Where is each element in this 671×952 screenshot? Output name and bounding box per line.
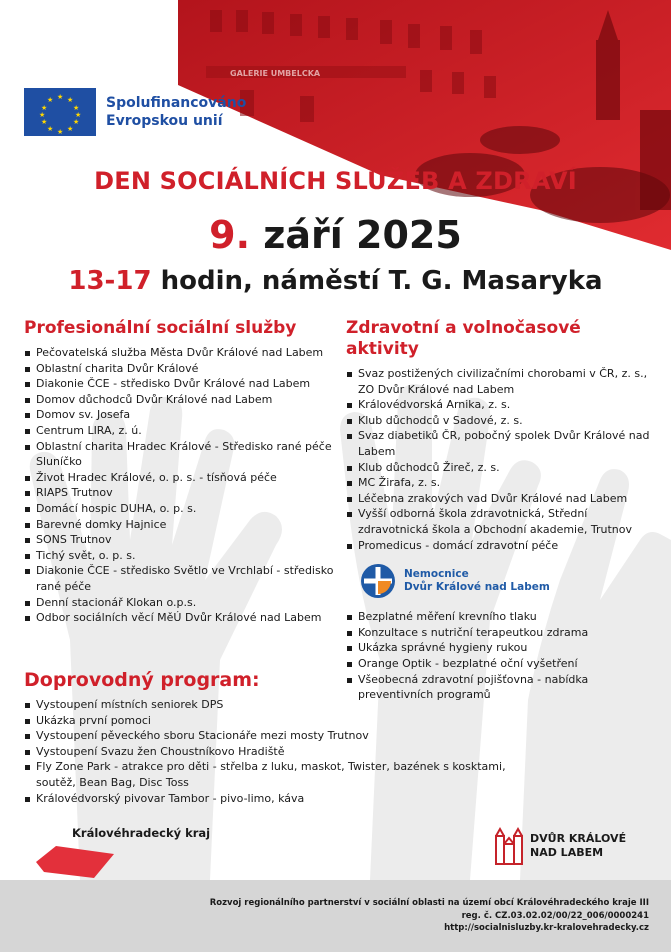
eu-text-line1: Spolufinancováno <box>106 95 247 111</box>
hospital-logo <box>360 563 656 599</box>
event-date-day: 9. <box>209 213 251 257</box>
program-item: Královédvorský pivovar Tambor - pivo-limo, káva <box>24 791 524 807</box>
health-activity-item: MC Žirafa, z. s. <box>346 475 656 491</box>
hospital-activity-item: Bezplatné měření krevního tlaku <box>346 609 656 625</box>
event-time-place <box>0 266 671 296</box>
hospital-activity-item: Všeobecná zdravotní pojišťovna - nabídka preventivních programů <box>346 672 656 703</box>
dk-name-line1: DVŮR KRÁLOVÉ <box>530 832 627 845</box>
event-hours: 13-17 <box>68 266 152 296</box>
hospital-activity-item: Ukázka správné hygieny rukou <box>346 640 656 656</box>
social-service-item: Domácí hospic DUHA, o. p. s. <box>24 501 344 517</box>
footer-reg-number: reg. č. CZ.03.02.02/00/22_006/0000241 <box>461 910 649 921</box>
social-service-item: Život Hradec Králové, o. p. s. - tísňová péče <box>24 470 344 486</box>
social-service-item: Oblastní charita Dvůr Králové <box>24 361 344 377</box>
dvur-kralove-emblem-icon <box>494 826 524 866</box>
social-service-item: Barevné domky Hajnice <box>24 517 344 533</box>
social-service-item: Diakonie ČCE - středisko Dvůr Králové nad Labem <box>24 376 344 392</box>
eu-text-line2: Evropskou unií <box>106 113 223 129</box>
health-activities-section <box>346 318 656 703</box>
khk-name: Královéhradecký kraj <box>72 826 211 840</box>
health-activity-item: Vyšší odborná škola zdravotnická, Střední zdravotnická škola a Obchodní akademie, Trutnov <box>346 506 656 537</box>
event-date <box>0 213 671 257</box>
footer <box>0 880 671 952</box>
program-item: Vystoupení pěveckého sboru Stacionáře mezi mosty Trutnov <box>24 728 524 744</box>
health-activity-item: Klub důchodců v Sadové, z. s. <box>346 413 656 429</box>
health-activity-item: Svaz postižených civilizačními chorobami v ČR, z. s., ZO Dvůr Králové nad Labem <box>346 366 656 397</box>
program-item: Vystoupení místních seniorek DPS <box>24 697 524 713</box>
social-service-item: Pečovatelská služba Města Dvůr Králové nad Labem <box>24 345 344 361</box>
social-service-item: Centrum LIRA, z. ú. <box>24 423 344 439</box>
social-service-item: Denní stacionář Klokan o.p.s. <box>24 595 344 611</box>
social-service-item: Oblastní charita Hradec Králové - Středisko rané péče Sluníčko <box>24 439 344 470</box>
health-activity-item: Královédvorská Arnika, z. s. <box>346 397 656 413</box>
social-service-item: Domov důchodců Dvůr Králové nad Labem <box>24 392 344 408</box>
eu-flag-icon: ★ ★ ★ ★ ★ ★ ★ ★ ★ ★ ★ ★ <box>24 88 96 136</box>
hospital-name-line2: Dvůr Králové nad Labem <box>404 581 550 594</box>
hospital-cross-icon <box>360 563 396 599</box>
program-list <box>24 697 524 806</box>
hospital-activity-item: Konzultace s nutriční terapeutkou zdrama <box>346 625 656 641</box>
khk-emblem-icon <box>34 844 116 880</box>
social-service-item: Diakonie ČCE - středisko Světlo ve Vrchlabí - středisko rané péče <box>24 563 344 594</box>
social-service-item: Domov sv. Josefa <box>24 407 344 423</box>
program-item: Ukázka první pomoci <box>24 713 524 729</box>
dk-name-line2: NAD LABEM <box>530 846 604 859</box>
program-item: Vystoupení Svazu žen Choustníkovo Hradiště <box>24 744 524 760</box>
social-service-item: Tichý svět, o. p. s. <box>24 548 344 564</box>
event-place: hodin, náměstí T. G. Masaryka <box>151 266 603 296</box>
program-item: Fly Zone Park - atrakce pro děti - střelba z luku, maskot, Twister, bazének s kosktami, soutěž, Bean Bag, Disc Toss <box>24 759 524 790</box>
hospital-name-line1: Nemocnice <box>404 568 469 581</box>
health-activities-list <box>346 366 656 553</box>
social-services-heading: Profesionální sociální služby <box>24 318 297 338</box>
health-activity-item: Klub důchodců Žireč, z. s. <box>346 460 656 476</box>
health-activity-item: Léčebna zrakových vad Dvůr Králové nad Labem <box>346 491 656 507</box>
dvur-kralove-logo <box>494 826 626 866</box>
event-date-rest: září 2025 <box>250 213 462 257</box>
building-sign-text: GALERIE UMBELCKA <box>230 69 321 78</box>
program-heading: Doprovodný program: <box>24 669 260 691</box>
health-activity-item: Promedicus - domácí zdravotní péče <box>346 538 656 554</box>
health-activities-heading: Zdravotní a volnočasové aktivity <box>346 318 581 359</box>
social-service-item: RIAPS Trutnov <box>24 485 344 501</box>
event-title: DEN SOCIÁLNÍCH SLUŽEB A ZDRAVÍ <box>94 167 577 195</box>
footer-url: http://socialnisluzby.kr-kralovehradecky.cz <box>444 923 649 933</box>
social-service-item: SONS Trutnov <box>24 532 344 548</box>
accompanying-program-section <box>24 670 524 806</box>
social-services-list <box>24 345 344 626</box>
kralovehradecky-kraj-logo <box>34 826 210 884</box>
eu-cofinancing-logo <box>24 88 246 136</box>
health-activity-item: Svaz diabetiků ČR, pobočný spolek Dvůr Králové nad Labem <box>346 428 656 459</box>
footer-project-name: Rozvoj regionálního partnerství v sociální oblasti na území obcí Královéhradeckého kraje III <box>209 898 649 908</box>
social-services-section <box>24 318 344 626</box>
hospital-activity-item: Orange Optik - bezplatné oční vyšetření <box>346 656 656 672</box>
social-service-item: Odbor sociálních věcí MěÚ Dvůr Králové nad Labem <box>24 610 344 626</box>
